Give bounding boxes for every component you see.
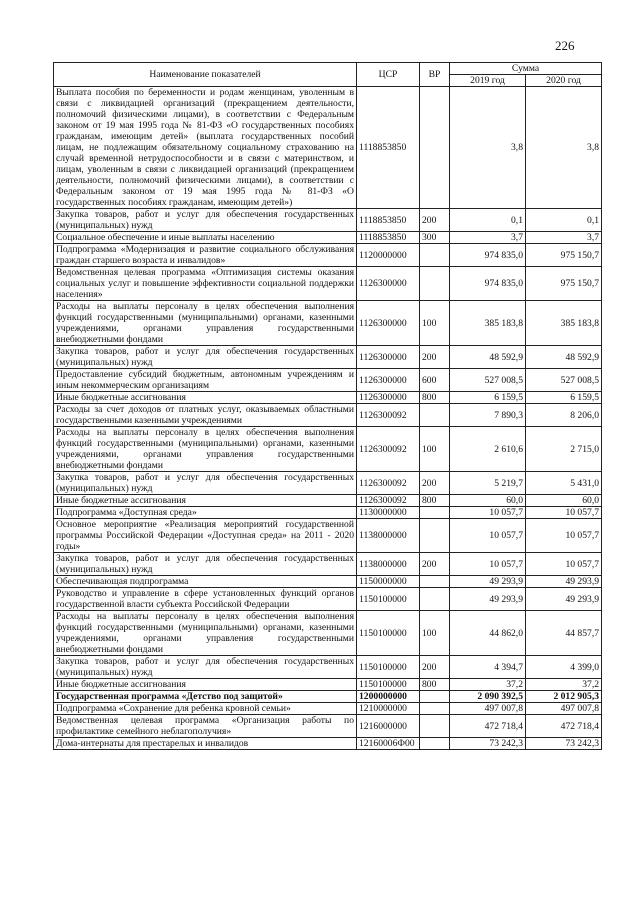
row-csr-cell: 1126300092 — [357, 427, 420, 472]
row-2019-value: 7 890,3 — [450, 404, 526, 427]
table-row — [54, 519, 602, 553]
row-2020-value: 975 150,7 — [526, 267, 602, 301]
row-csr-cell: 1130000000 — [357, 507, 420, 519]
row-vr-cell — [420, 404, 450, 427]
table-row — [54, 209, 602, 232]
row-2019-value: 60,0 — [450, 495, 526, 507]
row-csr-cell: 1126300000 — [357, 267, 420, 301]
row-csr-cell: 1120000000 — [357, 244, 420, 267]
header-sum: Сумма — [450, 63, 602, 75]
row-2019-value: 37,2 — [450, 679, 526, 691]
row-2020-value: 385 183,8 — [526, 301, 602, 346]
header-vr: ВР — [420, 63, 450, 87]
row-csr-cell: 1150100000 — [357, 611, 420, 656]
table-row — [54, 267, 602, 301]
row-2020-value: 6 159,5 — [526, 392, 602, 404]
row-vr-cell: 200 — [420, 553, 450, 576]
row-vr-cell: 200 — [420, 472, 450, 495]
row-vr-cell: 800 — [420, 495, 450, 507]
row-2020-value: 975 150,7 — [526, 244, 602, 267]
row-name-cell: Дома-интернаты для престарелых и инвалидов — [54, 738, 357, 750]
row-2020-value: 3,7 — [526, 232, 602, 244]
row-name-cell: Подпрограмма «Доступная среда» — [54, 507, 357, 519]
row-2019-value: 497 007,8 — [450, 703, 526, 715]
row-name-cell: Расходы на выплаты персоналу в целях обеспечения выполнения функций государственными (муниципальными) органами, казенными учреждениями, органами управления государственными внебюджетными фондами — [54, 427, 357, 472]
row-2020-value: 48 592,9 — [526, 346, 602, 369]
table-row — [54, 611, 602, 656]
row-name-cell: Иные бюджетные ассигнования — [54, 495, 357, 507]
row-2019-value: 974 835,0 — [450, 244, 526, 267]
row-name-cell: Государственная программа «Детство под защитой» — [54, 691, 357, 703]
table-row — [54, 691, 602, 703]
row-2019-value: 5 219,7 — [450, 472, 526, 495]
row-2019-value: 10 057,7 — [450, 553, 526, 576]
row-2019-value: 73 242,3 — [450, 738, 526, 750]
row-2020-value: 8 206,0 — [526, 404, 602, 427]
row-vr-cell: 300 — [420, 232, 450, 244]
row-name-cell: Обеспечивающая подпрограмма — [54, 576, 357, 588]
table-row — [54, 738, 602, 750]
row-csr-cell: 1150100000 — [357, 679, 420, 691]
row-2019-value: 44 862,0 — [450, 611, 526, 656]
row-vr-cell — [420, 519, 450, 553]
row-vr-cell — [420, 507, 450, 519]
row-vr-cell — [420, 244, 450, 267]
row-2020-value: 2 012 905,3 — [526, 691, 602, 703]
row-vr-cell: 800 — [420, 679, 450, 691]
row-csr-cell: 1118853850 — [357, 87, 420, 209]
row-vr-cell — [420, 267, 450, 301]
row-csr-cell: 12160006Ф00 — [357, 738, 420, 750]
table-row — [54, 507, 602, 519]
row-csr-cell: 1126300092 — [357, 472, 420, 495]
row-csr-cell: 1150000000 — [357, 576, 420, 588]
row-vr-cell — [420, 703, 450, 715]
row-2019-value: 3,7 — [450, 232, 526, 244]
row-name-cell: Социальное обеспечение и иные выплаты населению — [54, 232, 357, 244]
row-2019-value: 10 057,7 — [450, 519, 526, 553]
row-name-cell: Подпрограмма «Сохранение для ребенка кровной семьи» — [54, 703, 357, 715]
row-2019-value: 48 592,9 — [450, 346, 526, 369]
table-row — [54, 715, 602, 738]
row-2019-value: 2 610,6 — [450, 427, 526, 472]
budget-table — [53, 62, 602, 750]
row-vr-cell — [420, 691, 450, 703]
row-2019-value: 10 057,7 — [450, 507, 526, 519]
table-row — [54, 656, 602, 679]
row-name-cell: Ведомственная целевая программа «Организация работы по профилактике семейного неблагополучия» — [54, 715, 357, 738]
table-header — [54, 63, 602, 87]
row-2020-value: 2 715,0 — [526, 427, 602, 472]
row-2019-value: 472 718,4 — [450, 715, 526, 738]
row-name-cell: Закупка товаров, работ и услуг для обеспечения государственных (муниципальных) нужд — [54, 553, 357, 576]
row-2020-value: 49 293,9 — [526, 576, 602, 588]
row-csr-cell: 1138000000 — [357, 553, 420, 576]
row-csr-cell: 1126300000 — [357, 301, 420, 346]
row-csr-cell: 1126300000 — [357, 369, 420, 392]
row-csr-cell: 1216000000 — [357, 715, 420, 738]
header-csr: ЦСР — [357, 63, 420, 87]
row-name-cell: Выплата пособия по беременности и родам женщинам, уволенным в связи с ликвидацией организаций (прекращением деятельности, полномочий физическими лицами), в соответствии с Федеральным законом от 19 мая 1995 года № 81-ФЗ «О государственных пособиях гражданам, имеющим детей» (выплата государственных пособий лицам, не подлежащим обязательному социальному страхованию на случай временной нетрудоспособности и в связи с материнством, и лицам, уволенным в связи с ликвидацией организаций (прекращением деятельности, полномочий физическими лицами), в соответствии с Федеральным законом от 19 мая 1995 года № 81-ФЗ «О государственных пособиях гражданам, имеющим детей») — [54, 87, 357, 209]
header-name: Наименование показателей — [54, 63, 357, 87]
table-row — [54, 87, 602, 209]
row-csr-cell: 1126300000 — [357, 392, 420, 404]
row-2020-value: 10 057,7 — [526, 507, 602, 519]
row-name-cell: Руководство и управление в сфере установленных функций органов государственной власти субъекта Российской Федерации — [54, 588, 357, 611]
row-name-cell: Иные бюджетные ассигнования — [54, 392, 357, 404]
table-row — [54, 346, 602, 369]
row-2020-value: 73 242,3 — [526, 738, 602, 750]
row-name-cell: Закупка товаров, работ и услуг для обеспечения государственных (муниципальных) нужд — [54, 209, 357, 232]
header-year-2019: 2019 год — [450, 75, 526, 87]
table-row — [54, 553, 602, 576]
row-vr-cell: 200 — [420, 656, 450, 679]
row-2020-value: 60,0 — [526, 495, 602, 507]
row-csr-cell: 1210000000 — [357, 703, 420, 715]
row-csr-cell: 1138000000 — [357, 519, 420, 553]
row-name-cell: Расходы на выплаты персоналу в целях обеспечения выполнения функций государственными (муниципальными) органами, казенными учреждениями, органами управления государственными внебюджетными фондами — [54, 301, 357, 346]
row-csr-cell: 1150100000 — [357, 656, 420, 679]
row-2020-value: 0,1 — [526, 209, 602, 232]
row-name-cell: Предоставление субсидий бюджетным, автономным учреждениям и иным некоммерческим организациям — [54, 369, 357, 392]
row-2019-value: 49 293,9 — [450, 576, 526, 588]
row-2019-value: 0,1 — [450, 209, 526, 232]
row-name-cell: Закупка товаров, работ и услуг для обеспечения государственных (муниципальных) нужд — [54, 346, 357, 369]
row-vr-cell: 200 — [420, 209, 450, 232]
row-2020-value: 3,8 — [526, 87, 602, 209]
row-name-cell: Закупка товаров, работ и услуг для обеспечения государственных (муниципальных) нужд — [54, 656, 357, 679]
row-csr-cell: 1200000000 — [357, 691, 420, 703]
row-2020-value: 497 007,8 — [526, 703, 602, 715]
table-row — [54, 232, 602, 244]
row-name-cell: Расходы за счет доходов от платных услуг, оказываемых областными государственными казенными учреждениями — [54, 404, 357, 427]
table-row — [54, 495, 602, 507]
row-name-cell: Основное мероприятие «Реализация мероприятий государственной программы Российской Федерации «Доступная среда» на 2011 - 2020 годы» — [54, 519, 357, 553]
table-row — [54, 576, 602, 588]
table-row — [54, 703, 602, 715]
row-vr-cell — [420, 715, 450, 738]
row-2020-value: 37,2 — [526, 679, 602, 691]
row-name-cell: Подпрограмма «Модернизация и развитие социального обслуживания граждан старшего возраста и инвалидов» — [54, 244, 357, 267]
table-row — [54, 244, 602, 267]
row-vr-cell — [420, 738, 450, 750]
row-2020-value: 4 399,0 — [526, 656, 602, 679]
table-body — [54, 87, 602, 750]
row-csr-cell: 1126300000 — [357, 346, 420, 369]
page-number: 226 — [555, 38, 575, 53]
header-year-2020: 2020 год — [526, 75, 602, 87]
row-vr-cell: 100 — [420, 427, 450, 472]
row-2019-value: 2 090 392,5 — [450, 691, 526, 703]
row-2019-value: 385 183,8 — [450, 301, 526, 346]
row-2019-value: 974 835,0 — [450, 267, 526, 301]
table-row — [54, 301, 602, 346]
table-row — [54, 588, 602, 611]
row-name-cell: Иные бюджетные ассигнования — [54, 679, 357, 691]
row-2020-value: 10 057,7 — [526, 519, 602, 553]
row-vr-cell — [420, 588, 450, 611]
row-2019-value: 49 293,9 — [450, 588, 526, 611]
row-vr-cell: 200 — [420, 346, 450, 369]
row-2020-value: 10 057,7 — [526, 553, 602, 576]
row-name-cell: Ведомственная целевая программа «Оптимизация системы оказания социальных услуг и повышение эффективности социальной поддержки населения» — [54, 267, 357, 301]
row-csr-cell: 1150100000 — [357, 588, 420, 611]
row-vr-cell — [420, 87, 450, 209]
table-row — [54, 679, 602, 691]
row-csr-cell: 1118853850 — [357, 232, 420, 244]
row-2020-value: 472 718,4 — [526, 715, 602, 738]
row-csr-cell: 1126300092 — [357, 404, 420, 427]
row-name-cell: Расходы на выплаты персоналу в целях обеспечения выполнения функций государственными (муниципальными) органами, казенными учреждениями, органами управления государственными внебюджетными фондами — [54, 611, 357, 656]
row-vr-cell: 600 — [420, 369, 450, 392]
row-vr-cell: 100 — [420, 611, 450, 656]
row-vr-cell: 800 — [420, 392, 450, 404]
row-name-cell: Закупка товаров, работ и услуг для обеспечения государственных (муниципальных) нужд — [54, 472, 357, 495]
row-2020-value: 527 008,5 — [526, 369, 602, 392]
row-2019-value: 3,8 — [450, 87, 526, 209]
table-row — [54, 404, 602, 427]
row-2019-value: 4 394,7 — [450, 656, 526, 679]
table-row — [54, 369, 602, 392]
row-vr-cell — [420, 576, 450, 588]
row-vr-cell: 100 — [420, 301, 450, 346]
table-row — [54, 392, 602, 404]
row-2020-value: 44 857,7 — [526, 611, 602, 656]
table-row — [54, 427, 602, 472]
table-row — [54, 472, 602, 495]
row-2019-value: 527 008,5 — [450, 369, 526, 392]
row-2019-value: 6 159,5 — [450, 392, 526, 404]
row-csr-cell: 1118853850 — [357, 209, 420, 232]
row-2020-value: 5 431,0 — [526, 472, 602, 495]
row-2020-value: 49 293,9 — [526, 588, 602, 611]
row-csr-cell: 1126300092 — [357, 495, 420, 507]
